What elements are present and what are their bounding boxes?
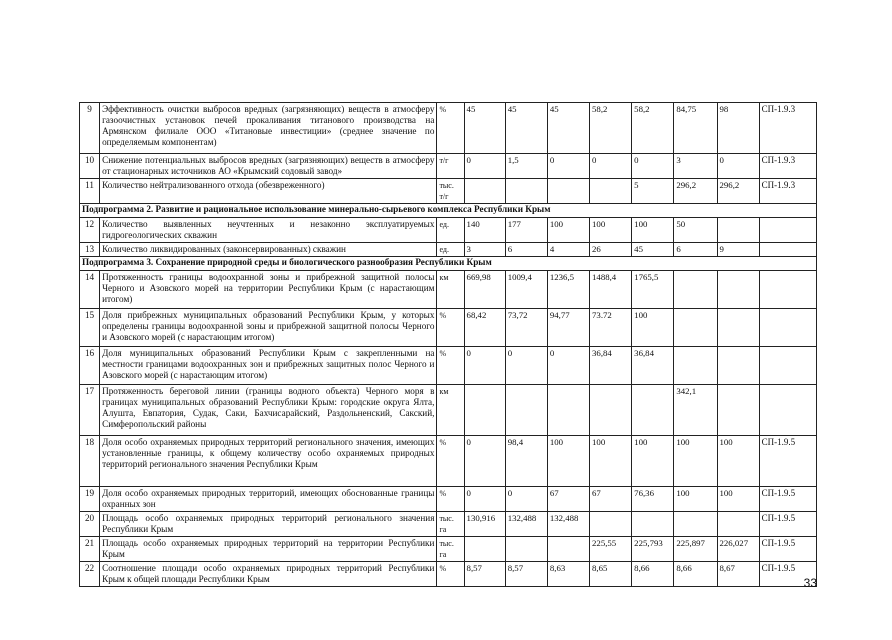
table-body bbox=[80, 103, 817, 587]
value-cell: 1,5 bbox=[505, 154, 547, 179]
value-cell: 6 bbox=[674, 243, 717, 257]
value-cell: 100 bbox=[547, 218, 589, 243]
unit-cell: тыс. т/г bbox=[437, 179, 464, 204]
value-cell: 225,793 bbox=[632, 537, 674, 562]
page-number: 33 bbox=[803, 576, 817, 590]
code-cell: СП-1.9.5 bbox=[759, 537, 816, 562]
code-cell bbox=[759, 309, 816, 347]
value-cell: 0 bbox=[505, 347, 547, 385]
value-cell bbox=[590, 179, 632, 204]
row-number-cell: 22 bbox=[80, 562, 100, 587]
row-number-cell: 19 bbox=[80, 487, 100, 512]
unit-cell: % bbox=[437, 309, 464, 347]
value-cell: 132,488 bbox=[505, 512, 547, 537]
row-number-cell: 21 bbox=[80, 537, 100, 562]
unit-cell: ед. bbox=[437, 218, 464, 243]
code-cell bbox=[759, 271, 816, 309]
value-cell: 130,916 bbox=[464, 512, 505, 537]
value-cell: 140 bbox=[464, 218, 505, 243]
unit-cell: % bbox=[437, 487, 464, 512]
value-cell: 1236,5 bbox=[547, 271, 589, 309]
code-cell: СП-1.9.5 bbox=[759, 436, 816, 487]
value-cell bbox=[547, 179, 589, 204]
value-cell: 0 bbox=[547, 347, 589, 385]
value-cell: 45 bbox=[547, 103, 589, 154]
value-cell: 6 bbox=[505, 243, 547, 257]
row-number-cell: 10 bbox=[80, 154, 100, 179]
value-cell bbox=[505, 537, 547, 562]
value-cell: 67 bbox=[547, 487, 589, 512]
value-cell bbox=[717, 347, 759, 385]
value-cell: 8,66 bbox=[674, 562, 717, 587]
row-number-cell: 17 bbox=[80, 385, 100, 436]
indicators-table bbox=[79, 102, 817, 587]
value-cell: 98 bbox=[717, 103, 759, 154]
table-row bbox=[80, 347, 817, 385]
value-cell: 669,98 bbox=[464, 271, 505, 309]
value-cell bbox=[505, 179, 547, 204]
value-cell bbox=[547, 385, 589, 436]
indicator-cell: Протяженность береговой линии (границы водного объекта) Черного моря в границах муниципальных образований Республики Крым: городские округа Ялта, Алушта, Евпатория, Судак, Саки, Бахчисарайский, Раздольненский, Сакский, Симферопольский районы bbox=[100, 385, 437, 436]
value-cell: 0 bbox=[632, 154, 674, 179]
value-cell: 58,2 bbox=[590, 103, 632, 154]
unit-cell: км bbox=[437, 271, 464, 309]
value-cell: 94,77 bbox=[547, 309, 589, 347]
table-row bbox=[80, 512, 817, 537]
value-cell bbox=[590, 385, 632, 436]
table-row bbox=[80, 218, 817, 243]
value-cell: 8,65 bbox=[590, 562, 632, 587]
value-cell: 3 bbox=[464, 243, 505, 257]
table-row bbox=[80, 487, 817, 512]
value-cell: 0 bbox=[464, 154, 505, 179]
value-cell: 225,897 bbox=[674, 537, 717, 562]
value-cell: 100 bbox=[674, 487, 717, 512]
value-cell: 225,55 bbox=[590, 537, 632, 562]
value-cell: 342,1 bbox=[674, 385, 717, 436]
table-row bbox=[80, 309, 817, 347]
value-cell bbox=[717, 271, 759, 309]
indicator-cell: Доля прибрежных муниципальных образований Республики Крым, у которых определены границы водоохранной зоны и прибрежной защитной полосы Черного и Азовского морей (с нарастающим итогом) bbox=[100, 309, 437, 347]
value-cell: 100 bbox=[590, 436, 632, 487]
value-cell: 0 bbox=[547, 154, 589, 179]
value-cell: 1765,5 bbox=[632, 271, 674, 309]
row-number-cell: 15 bbox=[80, 309, 100, 347]
value-cell: 296,2 bbox=[674, 179, 717, 204]
row-number-cell: 12 bbox=[80, 218, 100, 243]
value-cell: 226,027 bbox=[717, 537, 759, 562]
value-cell: 0 bbox=[717, 154, 759, 179]
unit-cell: т/г bbox=[437, 154, 464, 179]
indicator-cell: Эффективность очистки выбросов вредных (загрязняющих) веществ в атмосферу газоочистных установок печей прокаливания титанового производства на Армянском филиале ООО «Титановые инвестиции» (среднее значение по определяемым компонентам) bbox=[100, 103, 437, 154]
value-cell: 8,57 bbox=[505, 562, 547, 587]
unit-cell: км bbox=[437, 385, 464, 436]
value-cell bbox=[632, 385, 674, 436]
value-cell: 100 bbox=[717, 436, 759, 487]
value-cell: 36,84 bbox=[632, 347, 674, 385]
row-number-cell: 20 bbox=[80, 512, 100, 537]
row-number-cell: 16 bbox=[80, 347, 100, 385]
section-title: Подпрограмма 3. Сохранение природной среды и биологического разнообразия Республики Крым bbox=[80, 257, 817, 271]
value-cell bbox=[590, 512, 632, 537]
table-row bbox=[80, 154, 817, 179]
unit-cell: тыс. га bbox=[437, 512, 464, 537]
value-cell: 8,66 bbox=[632, 562, 674, 587]
value-cell: 5 bbox=[632, 179, 674, 204]
unit-cell: % bbox=[437, 562, 464, 587]
table-row bbox=[80, 243, 817, 257]
value-cell: 100 bbox=[632, 436, 674, 487]
unit-cell: тыс. га bbox=[437, 537, 464, 562]
value-cell: 45 bbox=[505, 103, 547, 154]
indicator-cell: Количество ликвидированных (законсервированных) скважин bbox=[100, 243, 437, 257]
value-cell: 100 bbox=[547, 436, 589, 487]
table-row bbox=[80, 385, 817, 436]
value-cell bbox=[717, 309, 759, 347]
value-cell: 84,75 bbox=[674, 103, 717, 154]
value-cell: 0 bbox=[464, 347, 505, 385]
value-cell bbox=[674, 309, 717, 347]
value-cell: 296,2 bbox=[717, 179, 759, 204]
value-cell: 68,42 bbox=[464, 309, 505, 347]
indicator-cell: Доля особо охраняемых природных территорий регионального значения, имеющих установленные границы, к общему количеству особо охраняемых природных территорий регионального значения Республики Крым bbox=[100, 436, 437, 487]
value-cell bbox=[674, 271, 717, 309]
table-row bbox=[80, 271, 817, 309]
value-cell bbox=[717, 385, 759, 436]
value-cell: 100 bbox=[590, 218, 632, 243]
value-cell: 100 bbox=[717, 487, 759, 512]
indicator-cell: Соотношение площади особо охраняемых природных территорий Республики Крым к общей площади Республики Крым bbox=[100, 562, 437, 587]
value-cell: 100 bbox=[674, 436, 717, 487]
code-cell bbox=[759, 243, 816, 257]
value-cell bbox=[674, 512, 717, 537]
value-cell bbox=[505, 385, 547, 436]
indicator-cell: Площадь особо охраняемых природных территорий на территории Республики Крым bbox=[100, 537, 437, 562]
value-cell: 73.72 bbox=[590, 309, 632, 347]
indicator-cell: Доля муниципальных образований Республики Крым с закрепленными на местности границами водоохранных зон и прибрежных защитных полос Черного и Азовского морей (с нарастающим итогом) bbox=[100, 347, 437, 385]
value-cell bbox=[464, 179, 505, 204]
row-number-cell: 18 bbox=[80, 436, 100, 487]
row-number-cell: 11 bbox=[80, 179, 100, 204]
value-cell: 3 bbox=[674, 154, 717, 179]
unit-cell: % bbox=[437, 436, 464, 487]
value-cell: 0 bbox=[464, 436, 505, 487]
table-row bbox=[80, 179, 817, 204]
value-cell: 177 bbox=[505, 218, 547, 243]
indicator-cell: Количество нейтрализованного отхода (обезвреженного) bbox=[100, 179, 437, 204]
row-number-cell: 14 bbox=[80, 271, 100, 309]
value-cell: 45 bbox=[632, 243, 674, 257]
value-cell: 36,84 bbox=[590, 347, 632, 385]
value-cell bbox=[717, 512, 759, 537]
code-cell: СП-1.9.5 bbox=[759, 512, 816, 537]
value-cell: 73,72 bbox=[505, 309, 547, 347]
indicator-cell: Снижение потенциальных выбросов вредных (загрязняющих) веществ в атмосферу от стационарных источников АО «Крымский содовый завод» bbox=[100, 154, 437, 179]
code-cell bbox=[759, 385, 816, 436]
table-row bbox=[80, 103, 817, 154]
value-cell: 50 bbox=[674, 218, 717, 243]
value-cell: 4 bbox=[547, 243, 589, 257]
value-cell: 98,4 bbox=[505, 436, 547, 487]
table-row bbox=[80, 537, 817, 562]
indicator-cell: Доля особо охраняемых природных территорий, имеющих обоснованные границы охранных зон bbox=[100, 487, 437, 512]
value-cell: 0 bbox=[590, 154, 632, 179]
value-cell: 76,36 bbox=[632, 487, 674, 512]
row-number-cell: 9 bbox=[80, 103, 100, 154]
value-cell: 0 bbox=[464, 487, 505, 512]
value-cell bbox=[547, 537, 589, 562]
indicator-cell: Количество выявленных неучтенных и незаконно эксплуатируемых гидрогеологических скважин bbox=[100, 218, 437, 243]
value-cell: 1009,4 bbox=[505, 271, 547, 309]
unit-cell: ед. bbox=[437, 243, 464, 257]
value-cell bbox=[632, 512, 674, 537]
code-cell: СП-1.9.5 bbox=[759, 487, 816, 512]
value-cell bbox=[464, 537, 505, 562]
value-cell: 26 bbox=[590, 243, 632, 257]
value-cell: 132,488 bbox=[547, 512, 589, 537]
section-title: Подпрограмма 2. Развитие и рациональное использование минерально-сырьевого комплекса Республики Крым bbox=[80, 204, 817, 218]
section-header-row bbox=[80, 204, 817, 218]
value-cell: 8,63 bbox=[547, 562, 589, 587]
value-cell: 67 bbox=[590, 487, 632, 512]
value-cell: 100 bbox=[632, 218, 674, 243]
value-cell bbox=[674, 347, 717, 385]
value-cell: 8,57 bbox=[464, 562, 505, 587]
indicator-cell: Площадь особо охраняемых природных территорий регионального значения Республики Крым bbox=[100, 512, 437, 537]
value-cell: 45 bbox=[464, 103, 505, 154]
value-cell: 8,67 bbox=[717, 562, 759, 587]
unit-cell: % bbox=[437, 103, 464, 154]
value-cell bbox=[464, 385, 505, 436]
code-cell: СП-1.9.3 bbox=[759, 154, 816, 179]
code-cell bbox=[759, 347, 816, 385]
row-number-cell: 13 bbox=[80, 243, 100, 257]
value-cell: 100 bbox=[632, 309, 674, 347]
section-header-row bbox=[80, 257, 817, 271]
code-cell: СП-1.9.3 bbox=[759, 179, 816, 204]
unit-cell: % bbox=[437, 347, 464, 385]
value-cell: 58,2 bbox=[632, 103, 674, 154]
value-cell bbox=[717, 218, 759, 243]
code-cell bbox=[759, 218, 816, 243]
table-row bbox=[80, 562, 817, 587]
code-cell: СП-1.9.3 bbox=[759, 103, 816, 154]
code-cell: СП-1.9.5 bbox=[759, 562, 816, 587]
value-cell: 1488,4 bbox=[590, 271, 632, 309]
value-cell: 0 bbox=[505, 487, 547, 512]
table-row bbox=[80, 436, 817, 487]
indicator-cell: Протяженность границы водоохранной зоны и прибрежной защитной полосы Черного и Азовского морей на территории Республики Крым (с нарастающим итогом) bbox=[100, 271, 437, 309]
value-cell: 9 bbox=[717, 243, 759, 257]
